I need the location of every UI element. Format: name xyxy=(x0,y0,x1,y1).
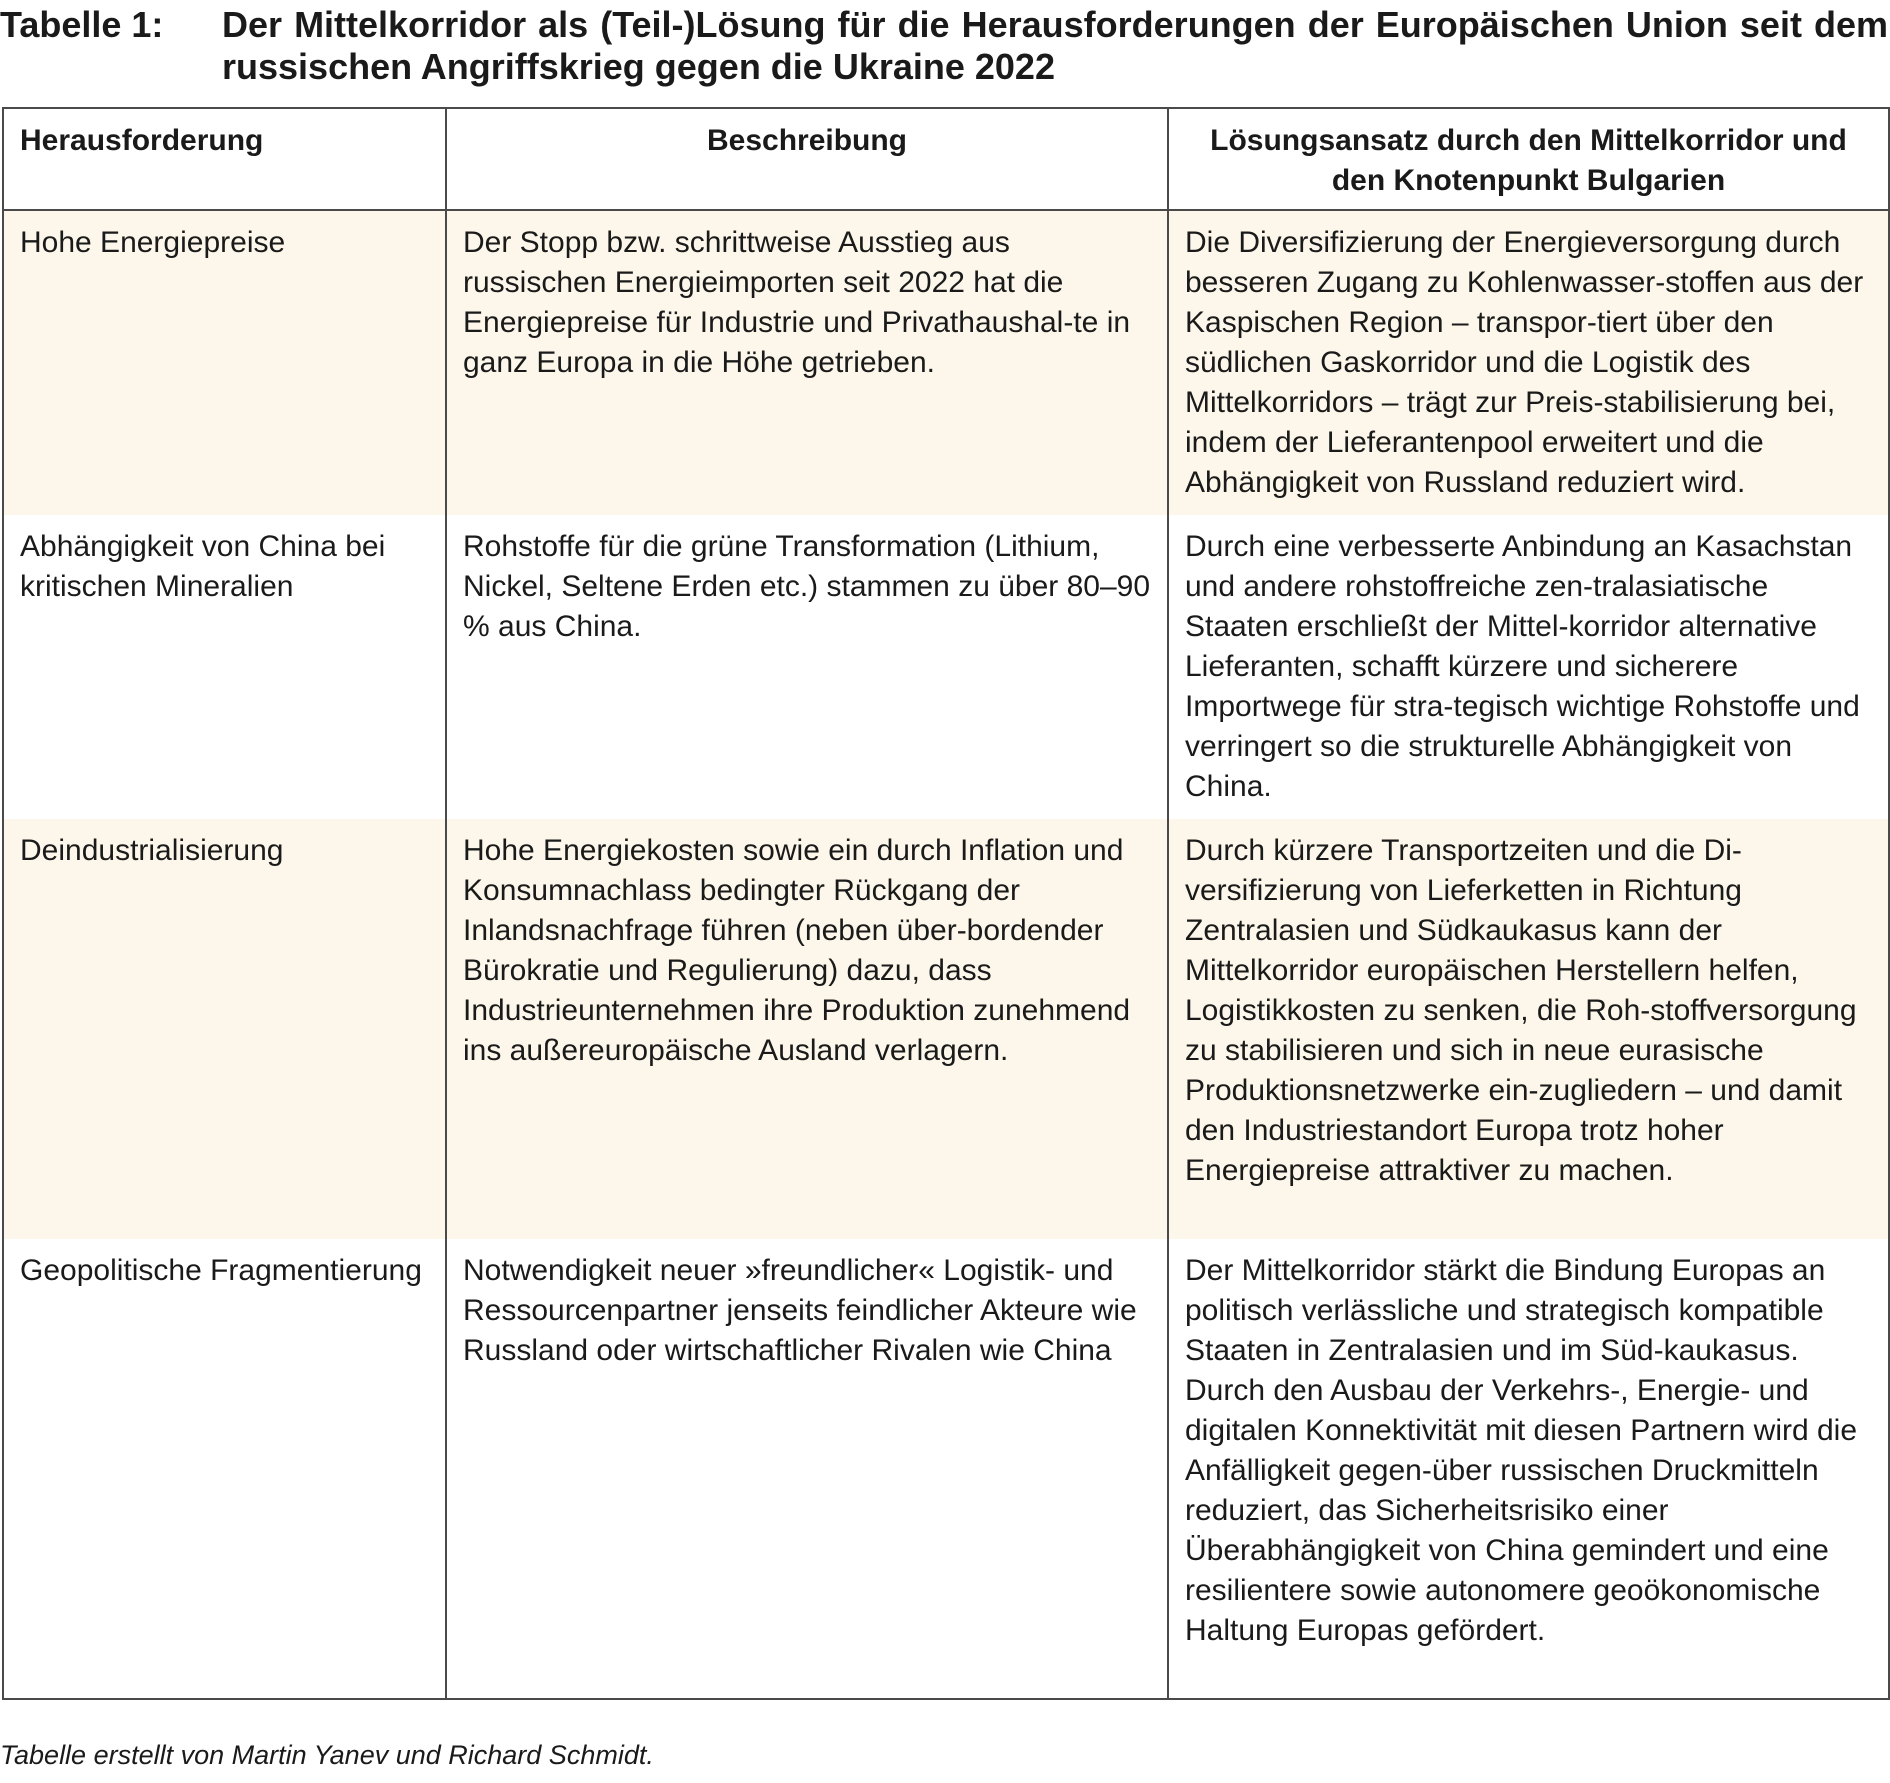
challenges-table xyxy=(2,107,1890,1700)
table-source-note: Tabelle erstellt von Martin Yanev und Richard Schmidt. xyxy=(0,1740,654,1770)
table-header-row xyxy=(3,108,1889,210)
table-row xyxy=(3,515,1889,819)
cell-solution: Durch eine verbesserte Anbindung an Kasachstan und andere rohstoffreiche zen-tralasiatische Staaten erschließt der Mittel-korridor alternative Lieferanten, schafft kürzere und sicherere Importwege für stra-tegisch wichtige Rohstoffe und verringert so die strukturelle Abhängigkeit von China. xyxy=(1168,515,1889,819)
cell-description: Rohstoffe für die grüne Transformation (Lithium, Nickel, Seltene Erden etc.) stammen zu über 80–90 % aus China. xyxy=(446,515,1168,819)
column-header-solution: Lösungsansatz durch den Mittelkorridor und den Knotenpunkt Bulgarien xyxy=(1168,108,1889,210)
table-row xyxy=(3,1239,1889,1699)
cell-challenge: Geopolitische Fragmentierung xyxy=(3,1239,446,1699)
cell-challenge: Abhängigkeit von China bei kritischen Mineralien xyxy=(3,515,446,819)
caption-title: Der Mittelkorridor als (Teil-)Lösung für die Herausforderungen der Europäischen Union seit dem russischen Angriffskrieg gegen die Ukraine 2022 xyxy=(222,4,1888,87)
column-header-challenge: Herausforderung xyxy=(3,108,446,210)
cell-challenge: Hohe Energiepreise xyxy=(3,210,446,515)
table-caption xyxy=(0,4,1890,88)
cell-solution: Die Diversifizierung der Energieversorgung durch besseren Zugang zu Kohlenwasser-stoffen aus der Kaspischen Region – transpor-tiert über den südlichen Gaskorridor und die Logistik des Mittelkorridors – trägt zur Preis-stabilisierung bei, indem der Lieferantenpool erweitert und die Abhängigkeit von Russland reduziert wird. xyxy=(1168,210,1889,515)
column-header-description: Beschreibung xyxy=(446,108,1168,210)
table-row xyxy=(3,819,1889,1239)
cell-challenge: Deindustrialisierung xyxy=(3,819,446,1239)
cell-description: Der Stopp bzw. schrittweise Ausstieg aus russischen Energieimporten seit 2022 hat die Energiepreise für Industrie und Privathaushal-te in ganz Europa in die Höhe getrieben. xyxy=(446,210,1168,515)
table-row xyxy=(3,210,1889,515)
cell-description: Notwendigkeit neuer »freundlicher« Logistik- und Ressourcenpartner jenseits feindlicher Akteure wie Russland oder wirtschaftlicher Rivalen wie China xyxy=(446,1239,1168,1699)
cell-solution: Der Mittelkorridor stärkt die Bindung Europas an politisch verlässliche und strategisch kompatible Staaten in Zentralasien und im Süd-kaukasus. Durch den Ausbau der Verkehrs-, Energie- und digitalen Konnektivität mit diesen Partnern wird die Anfälligkeit gegen-über russischen Druckmitteln reduziert, das Sicherheitsrisiko einer Überabhängigkeit von China gemindert und eine resilientere sowie autonomere geoökonomische Haltung Europas gefördert. xyxy=(1168,1239,1889,1699)
cell-solution: Durch kürzere Transportzeiten und die Di-versifizierung von Lieferketten in Richtung Zentralasien und Südkaukasus kann der Mittelkorridor europäischen Herstellern helfen, Logistikkosten zu senken, die Roh-stoffversorgung zu stabilisieren und sich in neue eurasische Produktionsnetzwerke ein-zugliedern – und damit den Industriestandort Europa trotz hoher Energiepreise attraktiver zu machen. xyxy=(1168,819,1889,1239)
cell-description: Hohe Energiekosten sowie ein durch Inflation und Konsumnachlass bedingter Rückgang der Inlandsnachfrage führen (neben über-bordender Bürokratie und Regulierung) dazu, dass Industrieunternehmen ihre Produktion zunehmend ins außereuropäische Ausland verlagern. xyxy=(446,819,1168,1239)
caption-label: Tabelle 1: xyxy=(0,4,164,45)
